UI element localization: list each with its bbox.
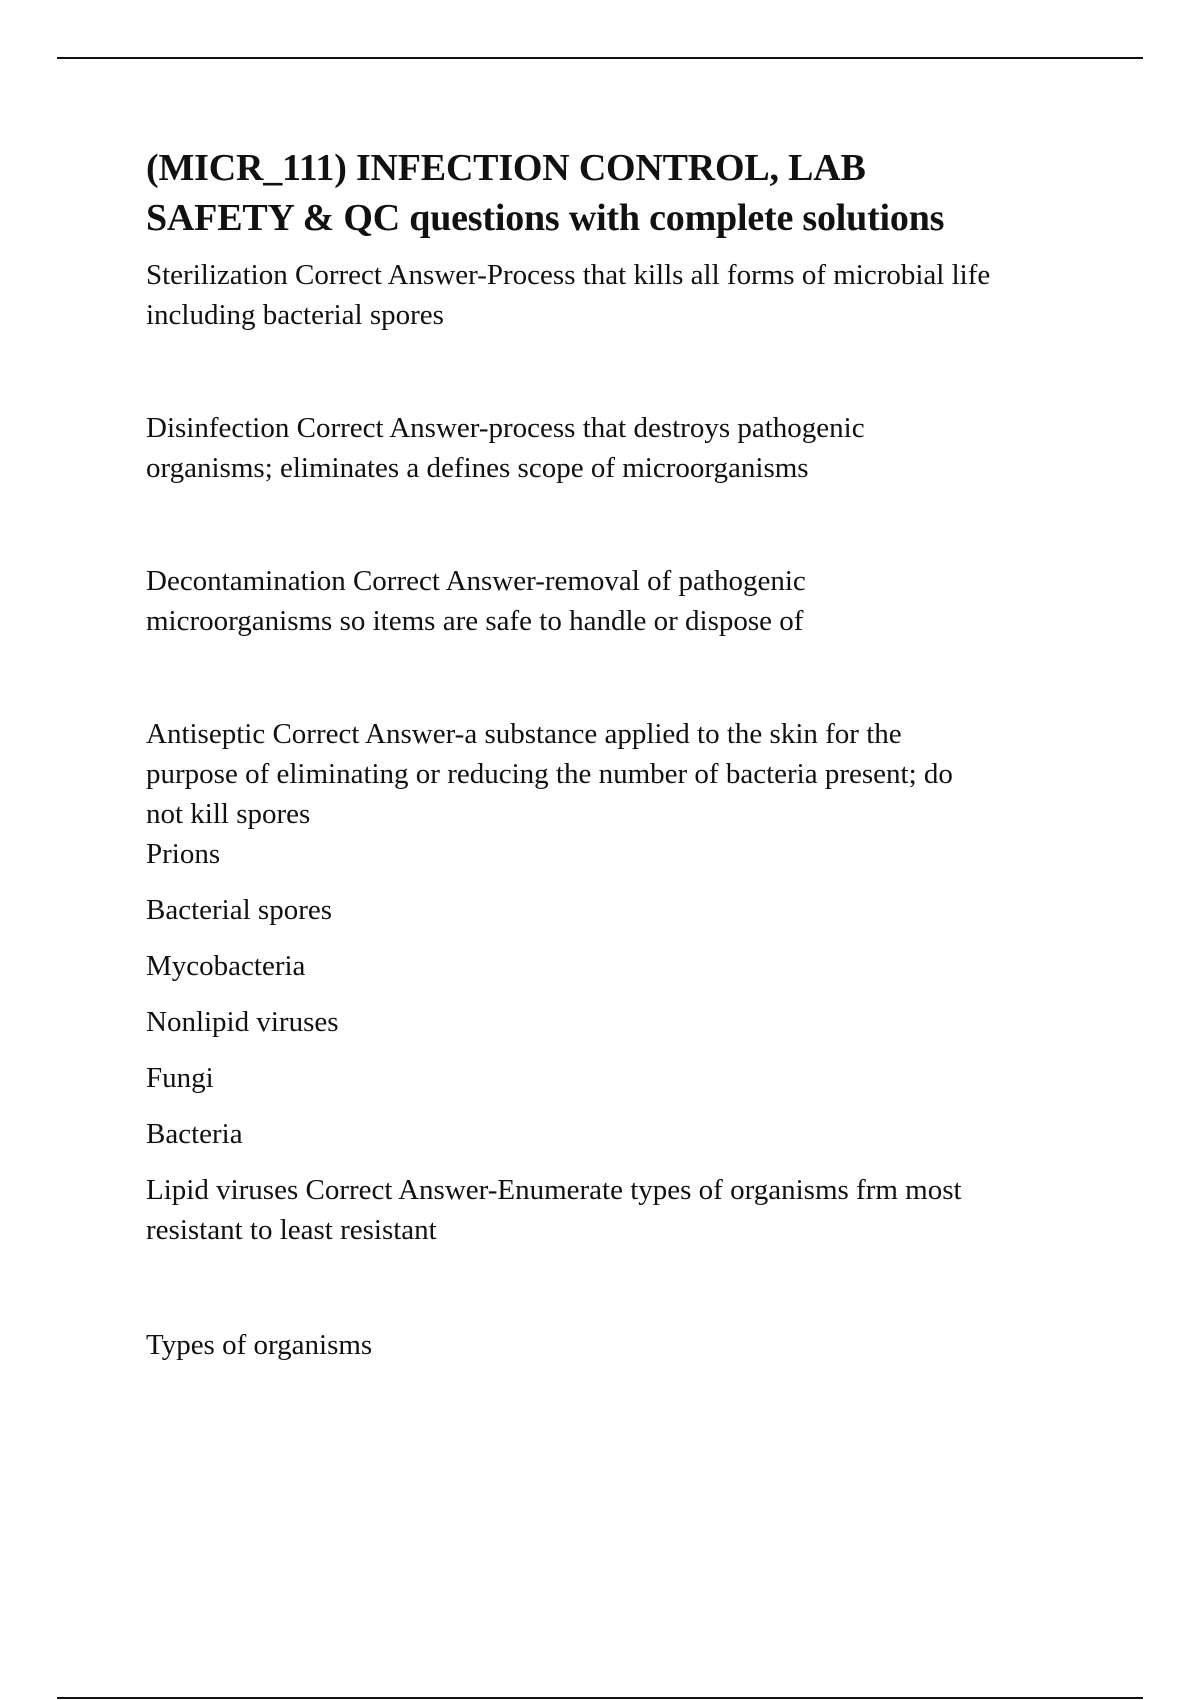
entry-line: including bacterial spores bbox=[146, 299, 444, 331]
list-item: Bacterial spores bbox=[146, 894, 333, 926]
title-line-1: (MICR_111) INFECTION CONTROL, LAB bbox=[146, 147, 866, 189]
entry-line: purpose of eliminating or reducing the number of bacteria present; do bbox=[146, 758, 953, 790]
entry-disinfection bbox=[146, 408, 1106, 488]
title-line-2: SAFETY & QC questions with complete solutions bbox=[146, 197, 945, 239]
bottom-divider bbox=[57, 1697, 1143, 1699]
entry-types-of-organisms: Types of organisms bbox=[146, 1329, 373, 1361]
entry-resistance-answer bbox=[146, 1170, 1106, 1250]
list-item: Nonlipid viruses bbox=[146, 1006, 339, 1038]
resistance-list bbox=[146, 834, 1106, 1250]
list-item: Fungi bbox=[146, 1062, 214, 1094]
list-item: Bacteria bbox=[146, 1118, 243, 1150]
entry-line: not kill spores bbox=[146, 798, 311, 830]
entry-line: organisms; eliminates a defines scope of microorganisms bbox=[146, 452, 809, 484]
top-divider bbox=[57, 57, 1143, 59]
list-item: Prions bbox=[146, 838, 221, 870]
entry-line: Antiseptic Correct Answer-a substance applied to the skin for the bbox=[146, 718, 902, 750]
entry-line: Disinfection Correct Answer-process that destroys pathogenic bbox=[146, 412, 865, 444]
entry-sterilization bbox=[146, 255, 1106, 335]
document-title bbox=[146, 143, 1106, 243]
entry-antiseptic bbox=[146, 714, 1106, 834]
entry-decontamination bbox=[146, 561, 1106, 641]
entry-line: resistant to least resistant bbox=[146, 1214, 437, 1246]
entry-line: Decontamination Correct Answer-removal of pathogenic bbox=[146, 565, 806, 597]
page-content bbox=[146, 143, 1106, 1365]
entry-line: Sterilization Correct Answer-Process that kills all forms of microbial life bbox=[146, 259, 991, 291]
entry-line: microorganisms so items are safe to handle or dispose of bbox=[146, 605, 804, 637]
entry-line: Lipid viruses Correct Answer-Enumerate types of organisms frm most bbox=[146, 1174, 962, 1206]
list-item: Mycobacteria bbox=[146, 950, 306, 982]
